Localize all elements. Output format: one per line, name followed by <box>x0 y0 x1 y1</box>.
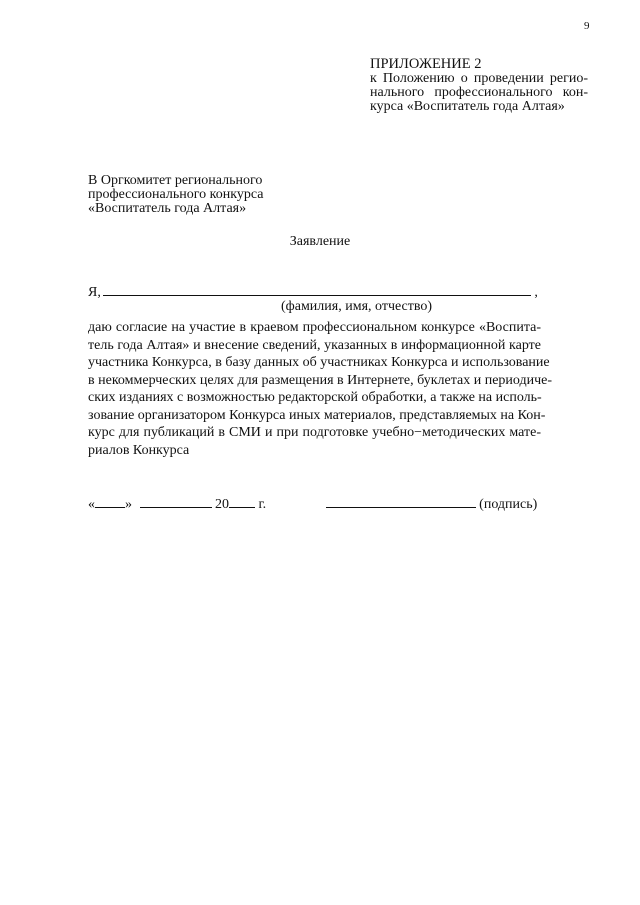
page-number: 9 <box>584 20 590 32</box>
consent-line: курс для публикаций в СМИ и при подготовке учебно−методических мате- <box>88 425 541 440</box>
date-close-quote: » <box>125 497 132 512</box>
year-suffix: г. <box>258 497 267 512</box>
annex-line: к Положению о проведении регио- <box>370 71 588 86</box>
date-open-quote: « <box>88 497 95 512</box>
name-prefix: Я, <box>88 285 101 300</box>
consent-line: ских изданиях с возможностью редакторской обработки, а также на исполь- <box>88 390 542 405</box>
annex-title: ПРИЛОЖЕНИЕ 2 <box>370 56 482 72</box>
signature-blank[interactable] <box>326 495 476 508</box>
consent-line: риалов Конкурса <box>88 442 190 458</box>
annex-header <box>370 57 588 114</box>
name-suffix: , <box>534 285 538 300</box>
year-prefix: 20 <box>215 497 229 512</box>
consent-line: в некоммерческих целях для размещения в Интернете, буклетах и периодиче- <box>88 372 553 388</box>
consent-line: зование организатором Конкурса иных материалов, представляемых на Кон- <box>88 407 546 423</box>
addressee-line: «Воспитатель года Алтая» <box>88 201 247 216</box>
full-name-blank[interactable] <box>103 283 531 296</box>
annex-line: курса «Воспитатель года Алтая» <box>370 99 565 114</box>
addressee-block <box>88 174 263 216</box>
addressee-line: профессионального конкурса <box>88 187 264 202</box>
date-signature-row <box>88 495 541 513</box>
full-name-hint: (фамилия, имя, отчество) <box>281 299 433 314</box>
annex-subtitle <box>370 72 588 114</box>
year-blank[interactable] <box>229 495 255 508</box>
signature-label: (подпись) <box>479 497 538 512</box>
annex-line: нального профессионального кон- <box>370 85 588 100</box>
consent-paragraph <box>88 319 553 459</box>
consent-line: тель года Алтая» и внесение сведений, указанных в информационной карте <box>88 337 541 353</box>
day-blank[interactable] <box>95 495 125 508</box>
month-blank[interactable] <box>140 495 212 508</box>
consent-line: участника Конкурса, в базу данных об участниках Конкурса и использование <box>88 355 550 370</box>
document-title: Заявление <box>289 234 351 249</box>
addressee-line: В Оргкомитет регионального <box>88 173 263 188</box>
consent-line: даю согласие на участие в краевом профессиональном конкурсе «Воспита- <box>88 320 541 335</box>
